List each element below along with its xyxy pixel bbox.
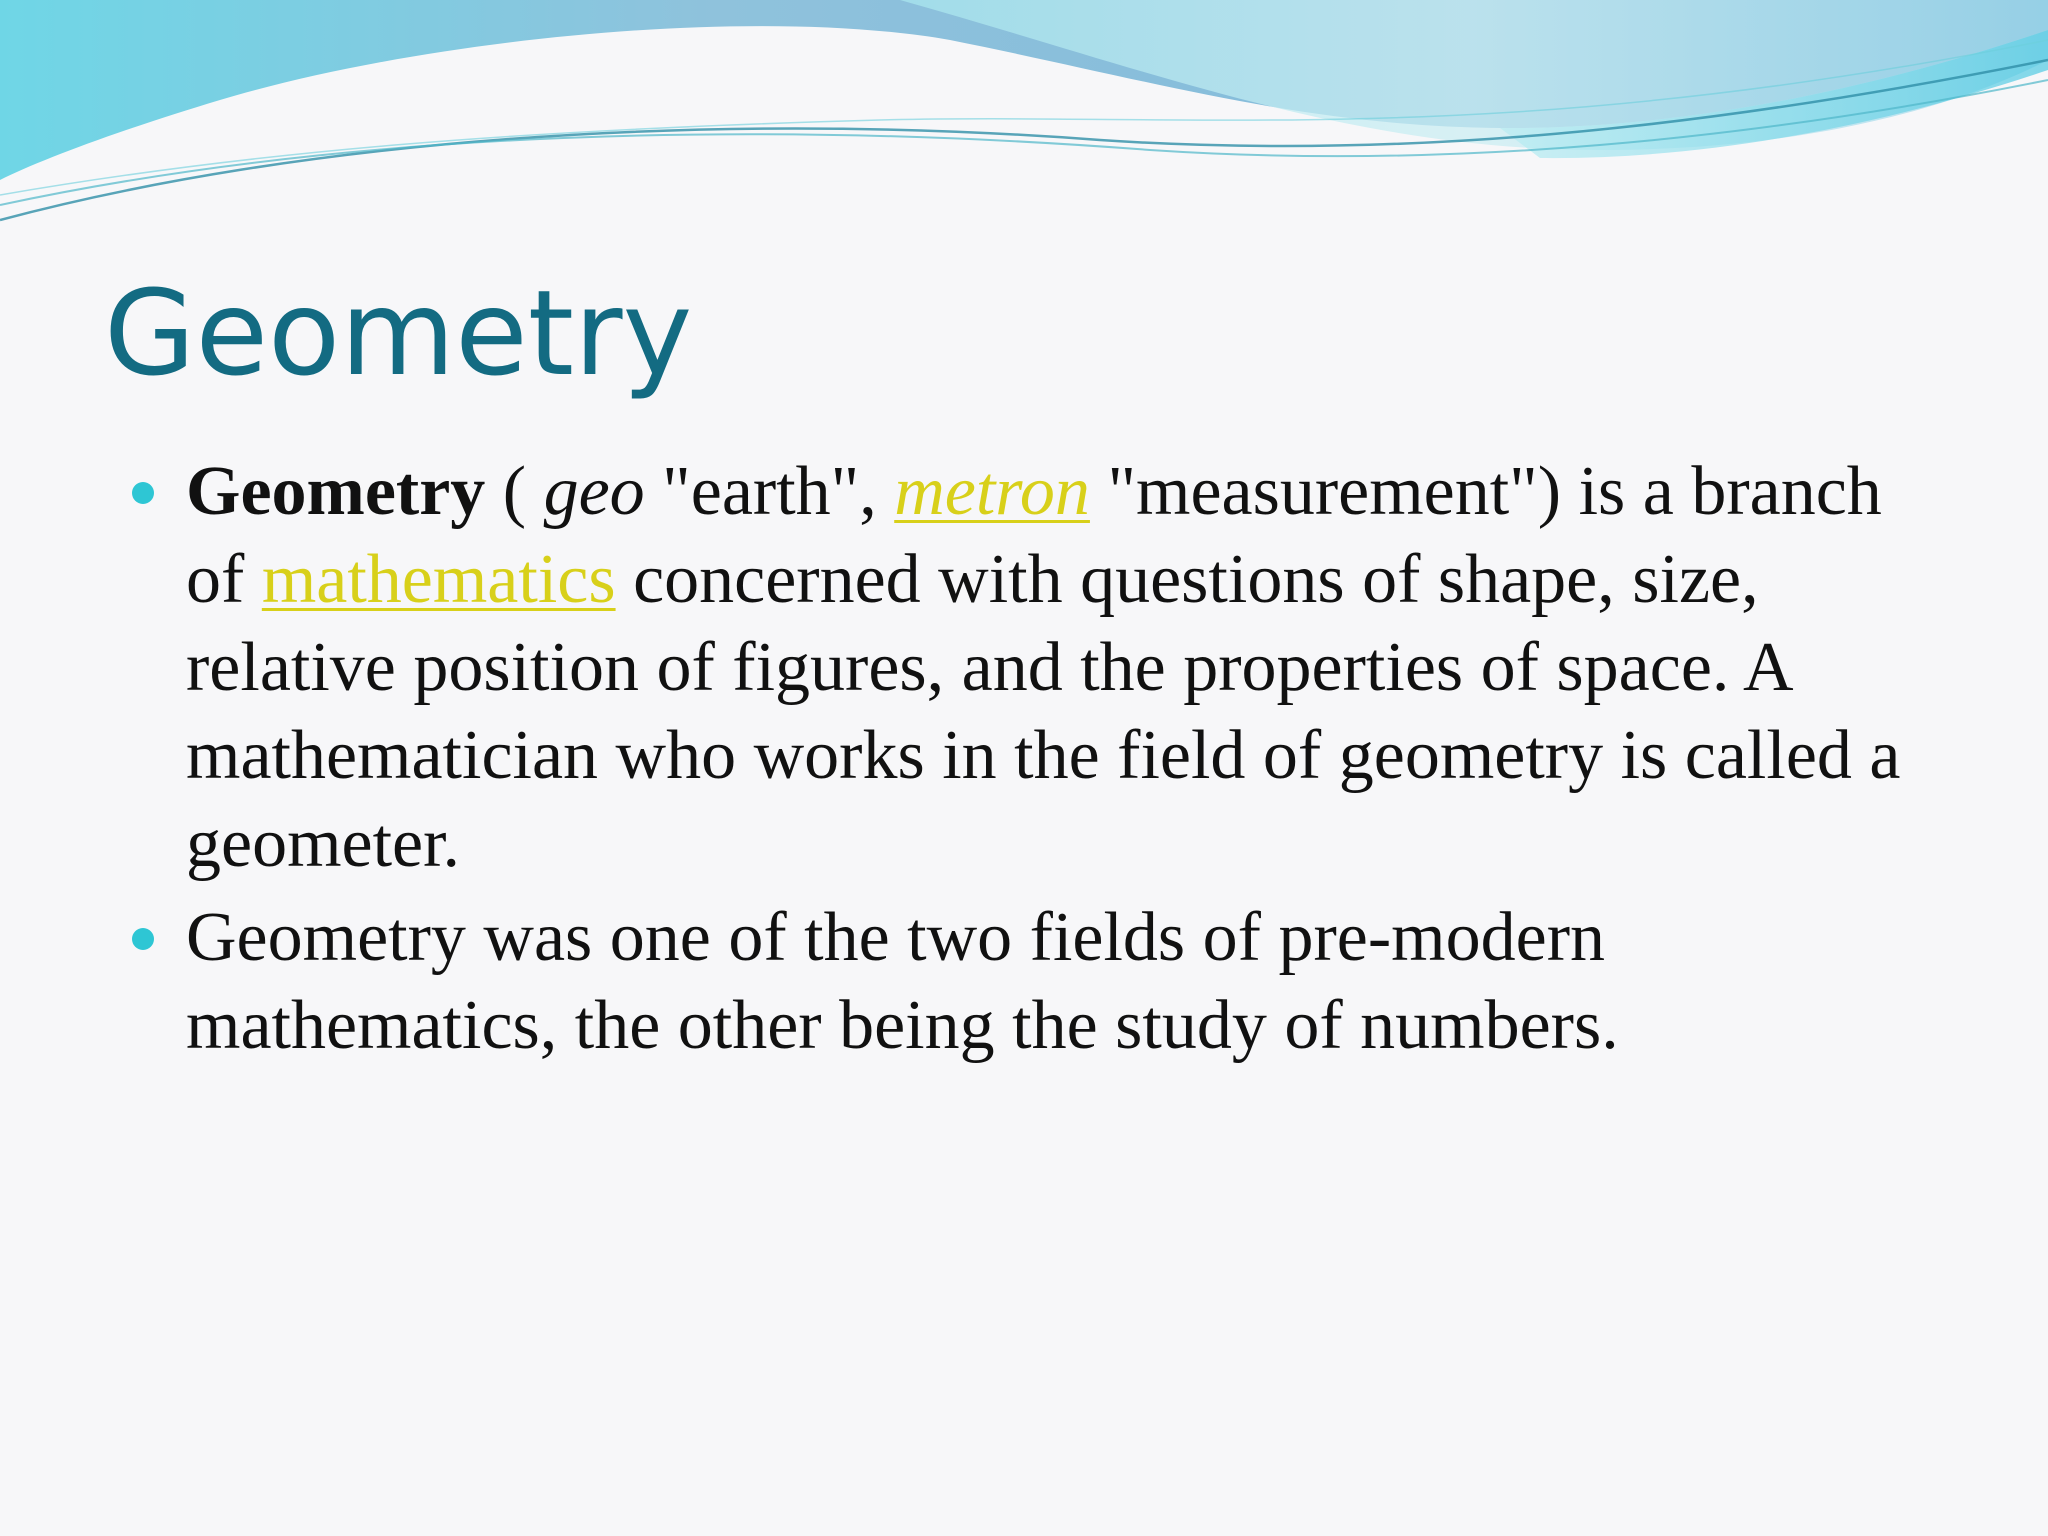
slide-title: Geometry [104,264,693,402]
bullet-dot-icon [132,482,154,504]
text-segment: "earth", [644,453,895,530]
term-geometry: Geometry [186,453,486,530]
text-segment: concerned with questions of shape, size, relative position of figures, and the properties of space. A mathematician who works in the field of geometry is called a geometer. [186,541,1901,882]
link-mathematics[interactable]: mathematics [261,541,616,618]
bullet-item-history [130,894,1920,1070]
word-geo: geo [543,453,645,530]
bullet-item-definition [130,448,1920,888]
decorative-wave-header [0,0,2048,240]
bullet-list [130,448,1920,1076]
link-metron[interactable]: metron [894,453,1090,530]
text-segment: ( [485,453,544,530]
bullet-text: Geometry was one of the two fields of pre-modern mathematics, the other being the study of numbers. [186,899,1619,1064]
text-segment: "measurement") is a branch of [186,453,1882,618]
bullet-dot-icon [132,928,154,950]
